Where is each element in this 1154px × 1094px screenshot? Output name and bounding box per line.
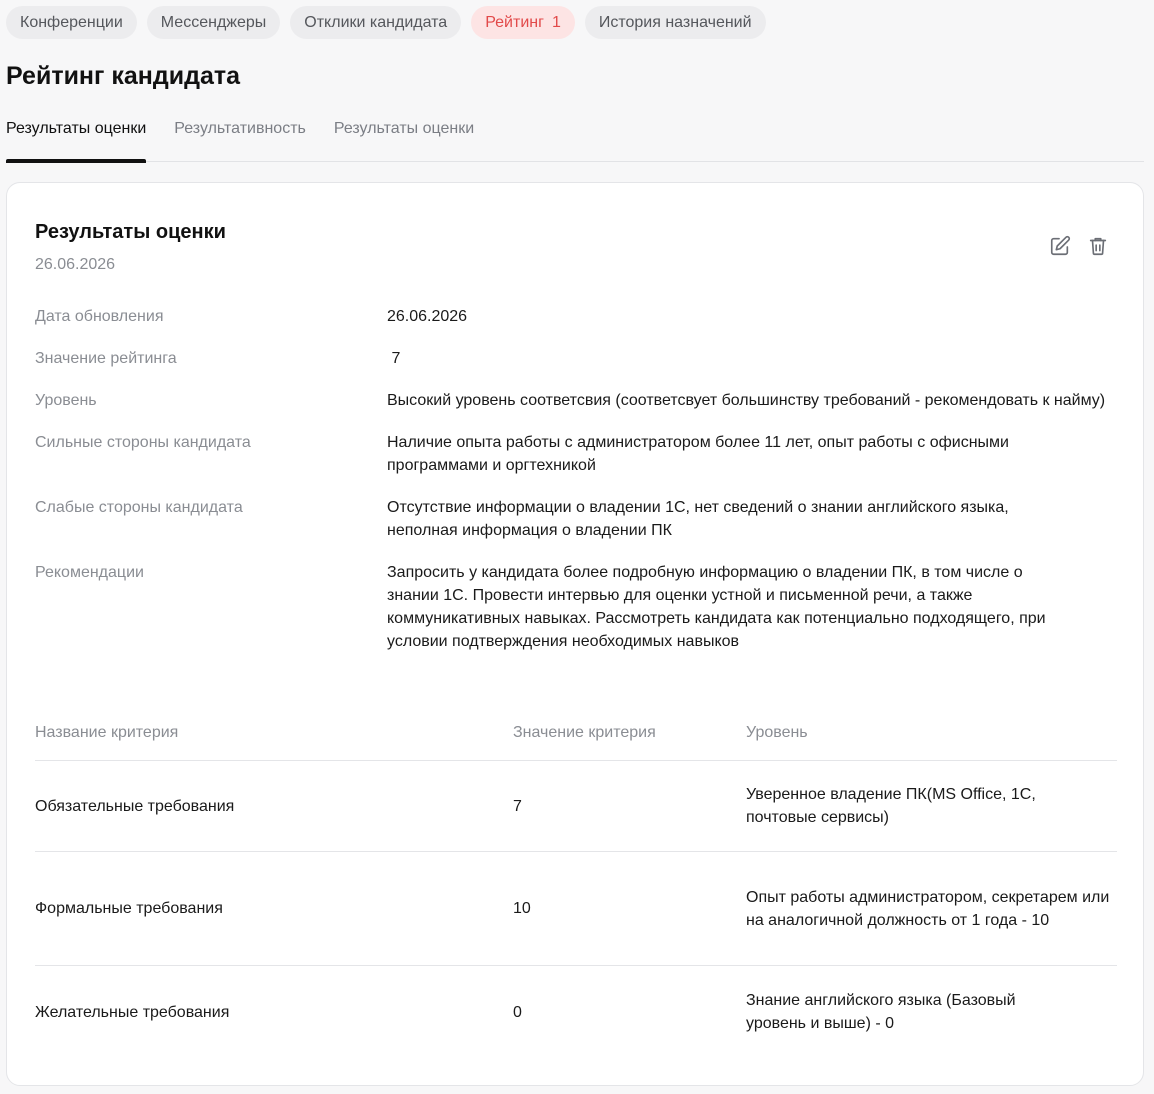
criterion-value: 7 [513,797,522,815]
tab-performance[interactable]: Результативность [174,120,306,137]
field-row [35,305,1117,328]
field-label: Рекомендации [35,564,144,581]
edit-icon[interactable] [1049,235,1071,257]
card-title: Результаты оценки [35,221,226,243]
column-header-value: Значение критерия [513,724,656,741]
field-row [35,496,1117,542]
tab-assessment-results-2[interactable]: Результаты оценки [333,120,475,137]
field-value: Запросить у кандидата более подробную информацию о владении ПК, в том числе о знании 1С. Провести интервью для оценки устной и письменной речи, а также коммуникативных навыках. Рассмотреть кандидата как потенциально подходящего, при условии подтверждения необходимых навыков [387,564,1046,650]
card-date: 26.06.2026 [35,256,116,273]
criterion-level: Опыт работы администратором, секретарем или на аналогичной должность от 1 года - 10 [746,888,1110,929]
criterion-value: 0 [513,1003,522,1021]
rating-card [6,182,1144,1086]
chip-rating[interactable] [471,6,575,39]
field-value: Отсутствие информации о владении 1С, нет сведений о знании английского языка, неполная информация о владении ПК [387,499,1009,539]
field-value: 7 [387,350,401,367]
field-label: Уровень [35,392,97,409]
field-row [35,561,1117,653]
tab-bar [6,118,1144,162]
criterion-level: Уверенное владение ПК(MS Office, 1С, почтовые сервисы) [746,786,1036,826]
table-row [35,852,1117,966]
chip-count-badge: 1 [551,13,561,31]
criterion-name: Формальные требования [35,900,223,917]
chip-label: Рейтинг [485,13,544,31]
chip-label: Мессенджеры [160,13,267,31]
field-label: Дата обновления [35,308,164,325]
filter-chips [6,6,766,39]
field-row [35,347,1117,370]
field-label: Слабые стороны кандидата [35,499,243,516]
column-header-name: Название критерия [35,724,179,741]
criteria-table [35,713,1117,1058]
criterion-name: Желательные требования [35,1003,230,1021]
chip-label: История назначений [598,13,752,31]
field-value: Высокий уровень соответсвия (соответсвует большинству требований - рекомендовать к найму) [387,392,1106,409]
criterion-name: Обязательные требования [35,797,235,815]
rating-fields [35,305,1117,672]
chip-responses[interactable] [290,6,461,39]
field-value: Наличие опыта работы с администратором более 11 лет, опыт работы с офисными программами и оргтехникой [387,434,1009,474]
page-title: Рейтинг кандидата [6,62,241,90]
chip-label: Отклики кандидата [304,13,448,31]
table-row [35,761,1117,852]
field-row [35,431,1117,477]
column-header-level: Уровень [746,724,808,741]
table-row [35,966,1117,1058]
field-value: 26.06.2026 [387,308,468,325]
trash-icon[interactable] [1087,235,1109,257]
chip-label: Конференции [20,13,123,31]
field-label: Значение рейтинга [35,350,177,367]
tab-assessment-results[interactable]: Результаты оценки [6,118,146,162]
chip-conferences[interactable] [6,6,137,39]
criterion-value: 10 [513,900,531,917]
chip-messengers[interactable] [147,6,280,39]
criterion-level: Знание английского языка (Базовый уровень и выше) - 0 [746,992,1016,1032]
criteria-header [35,713,1117,761]
card-actions [1049,235,1109,257]
field-label: Сильные стороны кандидата [35,434,251,451]
field-row [35,389,1117,412]
chip-assignment-history[interactable] [585,6,766,39]
